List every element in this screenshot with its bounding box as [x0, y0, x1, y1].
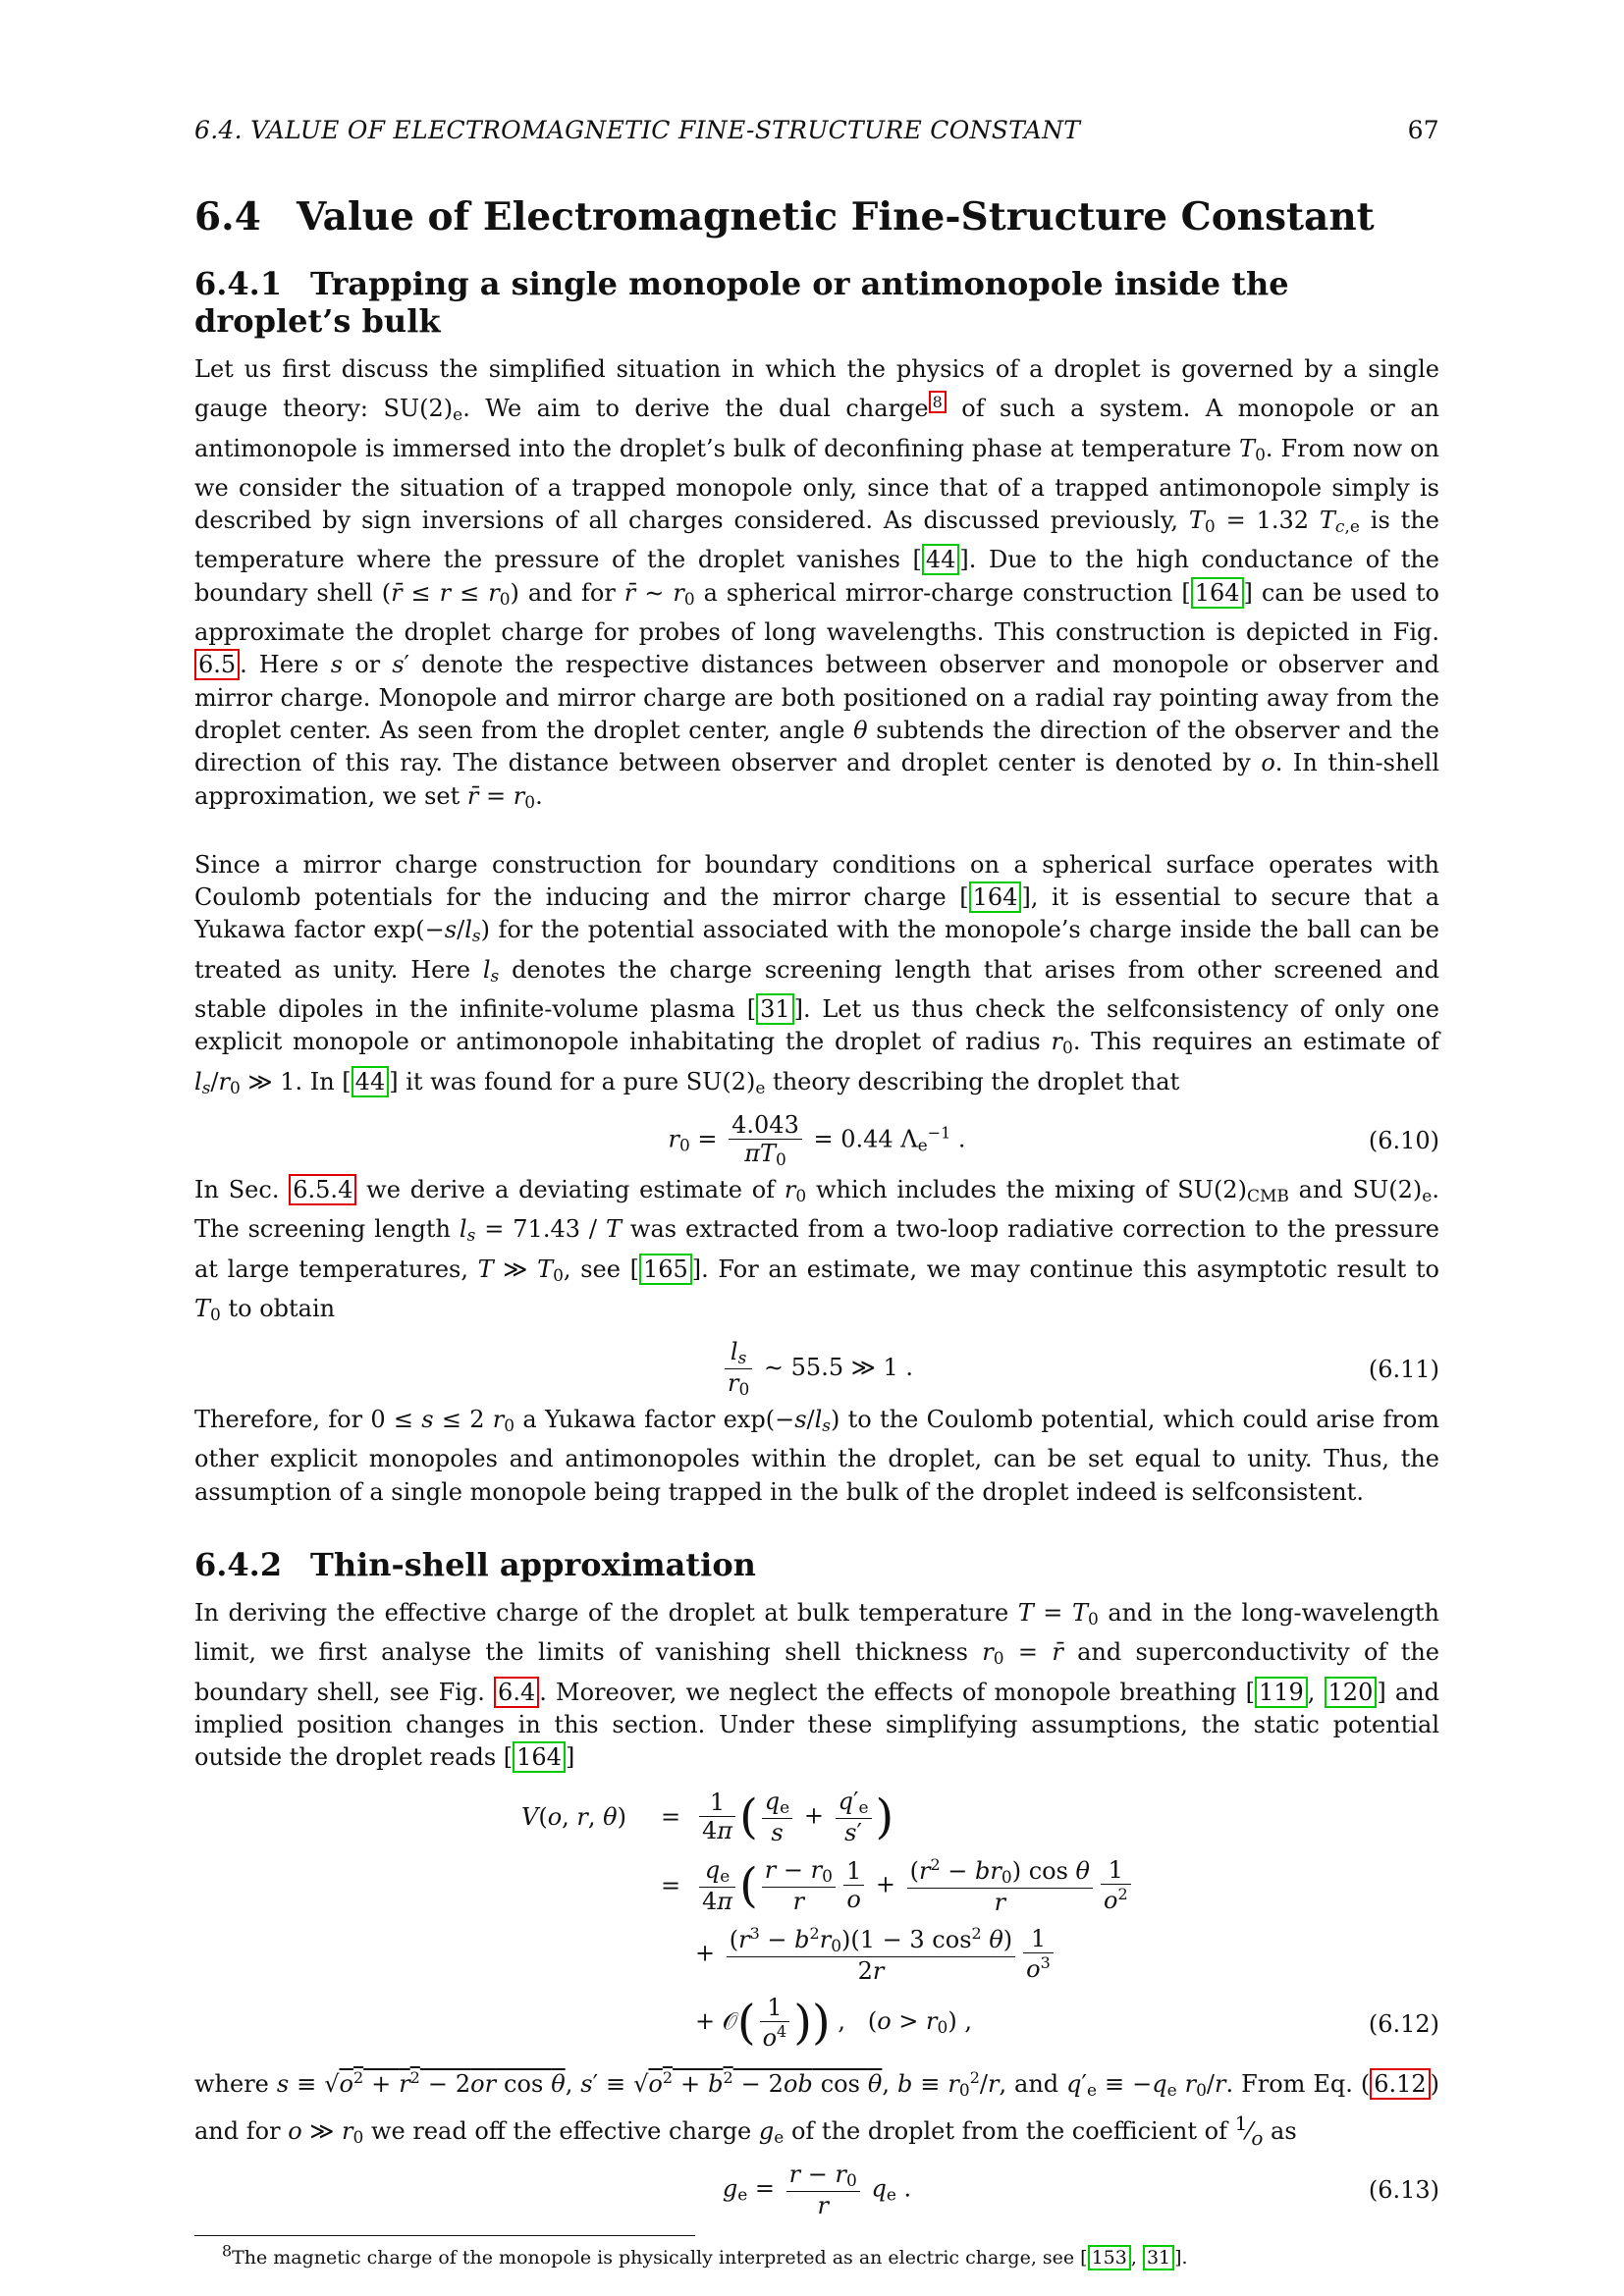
- citation-164[interactable]: 164: [1191, 577, 1244, 609]
- equation-6-10: $r_0$ = $\frac{4.043}{\pi T_0}$ = 0.44 $\Lambda_e^{-1}$ . (6.10): [668, 1110, 1439, 1170]
- citation-31-b[interactable]: 31: [1143, 2245, 1174, 2270]
- paragraph-3: In Sec. 6.5.4 we derive a deviating estimate of $r_0$ which includes the mixing of $SU(2)_{CMB}$ and $SU(2)_e$. The screening length $l_s = 71.43 / T$ was extracted from a two-loop radiative correction to the pressure at large temperatures, T ≫ $T_0$, see [ 165 ]. For an estimate, we may continue this asymptotic result to $T_0$ to obtain: [194, 1175, 1439, 1325]
- equation-label-6-10: (6.10): [1368, 1126, 1439, 1154]
- footnote-link-8[interactable]: 8: [929, 391, 947, 413]
- subsection-title-1: Trapping a single monopole or antimonopole inside the droplet’s bulk: [194, 265, 1289, 340]
- equation-label-6-11: (6.11): [1368, 1355, 1439, 1383]
- equation-6-12: V(o, r, θ) = $\frac{1}{4\pi}$ ( $\frac{q_e}{s}$ + $\frac{q'_e}{s'}$ ) = $\frac{q_e}{4\pi}$ ( $\frac{r - r_0}{r}$ $\frac{1}{o}$ + $\frac{(r^2 - br_0) \cos \theta}{r}$ $\frac{1}{o^2}$ + $\frac{(r^3 - b^2r_0)(1 - 3 \cos^2 \theta)}{2r}$ $\frac{1}{o^3}$ + 𝒪( $\frac{1}{o^4}$ )) , $(o > r_0)$ , (6.12): [520, 1787, 1439, 2052]
- running-header: [194, 116, 1439, 155]
- citation-165[interactable]: 165: [639, 1254, 692, 1285]
- equation-6-11: $\frac{l_s}{r_0}$ ∼ 55.5 ≫ 1 . (6.11): [194, 1338, 1439, 1400]
- figure-link-6-4[interactable]: 6.4: [494, 1677, 539, 1708]
- subsection-number-1: 6.4.1: [194, 265, 283, 302]
- paragraph-4: Therefore, for 0 ≤ s ≤ 2 $r_0$ a Yukawa factor $\exp(-s/l_s)$ to the Coulomb potential, which could arise from other explicit monopoles and antimonopoles within the droplet, can be set equal to unity. Thus, the assumption of a single monopole being trapped in the bulk of the droplet indeed is selfconsistent.: [194, 1406, 1440, 1506]
- footnote-mark: 8: [222, 2242, 233, 2262]
- equation-link-6-12[interactable]: 6.12: [1370, 2068, 1430, 2100]
- subsection-heading-2: [194, 1546, 1439, 1583]
- equation-6-13: $g_e$ = $\frac{r - r_0}{r}$ $q_e$ . (6.13): [722, 2161, 1439, 2220]
- subsection-heading-1: [194, 265, 1439, 340]
- citation-119[interactable]: 119: [1255, 1677, 1308, 1708]
- equation-label-6-13: (6.13): [1368, 2176, 1439, 2205]
- citation-164-c[interactable]: 164: [513, 1741, 566, 1773]
- section-number: 6.4: [194, 194, 261, 240]
- citation-153[interactable]: 153: [1088, 2245, 1131, 2270]
- equation-label-6-12: (6.12): [1368, 2009, 1439, 2038]
- citation-31[interactable]: 31: [756, 993, 794, 1025]
- section-title: Value of Electromagnetic Fine-Structure Constant: [297, 194, 1375, 240]
- citation-164-b[interactable]: 164: [969, 881, 1022, 913]
- section-link-6-5-4[interactable]: 6.5.4: [289, 1174, 356, 1205]
- footnote: $^8$The magnetic charge of the monopole is physically interpreted as an electric charge, see [ 153 , 31 ].: [194, 2235, 695, 2269]
- citation-44[interactable]: 44: [922, 544, 960, 575]
- page: [194, 116, 1439, 2269]
- footnote-text: The magnetic charge of the monopole is physically interpreted as an electric charge, see: [232, 2247, 1075, 2269]
- citation-120[interactable]: 120: [1325, 1677, 1378, 1708]
- figure-link-6-5[interactable]: 6.5: [194, 649, 240, 680]
- subsection-title-2: Thin-shell approximation: [310, 1546, 756, 1584]
- page-number: 67: [1407, 116, 1439, 144]
- paragraph-6: where $s \equiv √o^2 + r^2 - 2or$ cos θ, $s' \equiv √o^2 + b^2 - 2ob$ cos θ, $b \equiv r_0^2/r$, and $q'_e \equiv -q_e$ $r_0/r$. From Eq. ( 6.12 ) and for o ≫ $r_0$ we read off the effective charge $g_e$ of the droplet from the coefficient of $^1⁄_o$ as: [194, 2067, 1440, 2150]
- section-heading: [194, 194, 1439, 240]
- paragraph-5: In deriving the effective charge of the droplet at bulk temperature $T = T_0$ and in the long-wavelength limit, we first analyse the limits of vanishing shell thickness $r_0$ = r̄ and superconductivity of the boundary shell, see Fig. 6.4 . Moreover, we neglect the effects of monopole breathing [ 119 , 120 ] and implied position changes in this section. Under these simplifying assumptions, the static potential outside the droplet reads [ 164 ]: [194, 1599, 1439, 1772]
- paragraph-2: Since a mirror charge construction for boundary conditions on a spherical surface operates with Coulomb potentials for the inducing and the mirror charge [ 164 ], it is essential to secure that a Yukawa factor $\exp(-s/l_s)$ for the potential associated with the monopole’s charge inside the ball can be treated as unity. Here $l_s$ denotes the charge screening length that arises from other screened and stable dipoles in the infinite-volume plasma [ 31 ]. Let us thus check the selfconsistency of only one explicit monopole or antimonopole inhabitating the droplet of radius $r_0$. This requires an estimate of $l_s/r_0$ ≫ 1. In [ 44 ] it was found for a pure $SU(2)_e$ theory describing the droplet that: [194, 850, 1439, 1098]
- citation-44-b[interactable]: 44: [352, 1066, 390, 1097]
- running-title: 6.4. VALUE OF ELECTROMAGNETIC FINE-STRUCTURE CONSTANT: [194, 116, 1081, 144]
- paragraph-1: Let us first discuss the simplified situation in which the physics of a droplet is governed by a single gauge theory: $SU(2)_e$. We aim to derive the dual charge $^8$ of such a system. A monopole or an antimonopole is immersed into the droplet’s bulk of deconfining phase at temperature $T_0$. From now on we consider the situation of a trapped monopole only, since that of a trapped antimonopole simply is described by sign inversions of all charges considered. As discussed previously, $T_0 = 1.32$ $T_{c,e}$ is the temperature where the pressure of the droplet vanishes [ 44 ]. Due to the high conductance of the boundary shell (r̄ ≤ $r \le r_0$) and for r̄ ∼ $r_0$ a spherical mirror-charge construction [ 164 ] can be used to approximate the droplet charge for probes of long wavelengths. This construction is depicted in Fig. 6.5 . Here s or s′ denote the respective distances between observer and monopole or observer and mirror charge. Monopole and mirror charge are both positioned on a radial ray pointing away from the droplet center. As seen from the droplet center, angle θ subtends the direction of the observer and the direction of this ray. The distance between observer and droplet center is denoted by o. In thin-shell approximation, we set r̄ = $r_0$.: [194, 355, 1440, 813]
- subsection-number-2: 6.4.2: [194, 1546, 283, 1584]
